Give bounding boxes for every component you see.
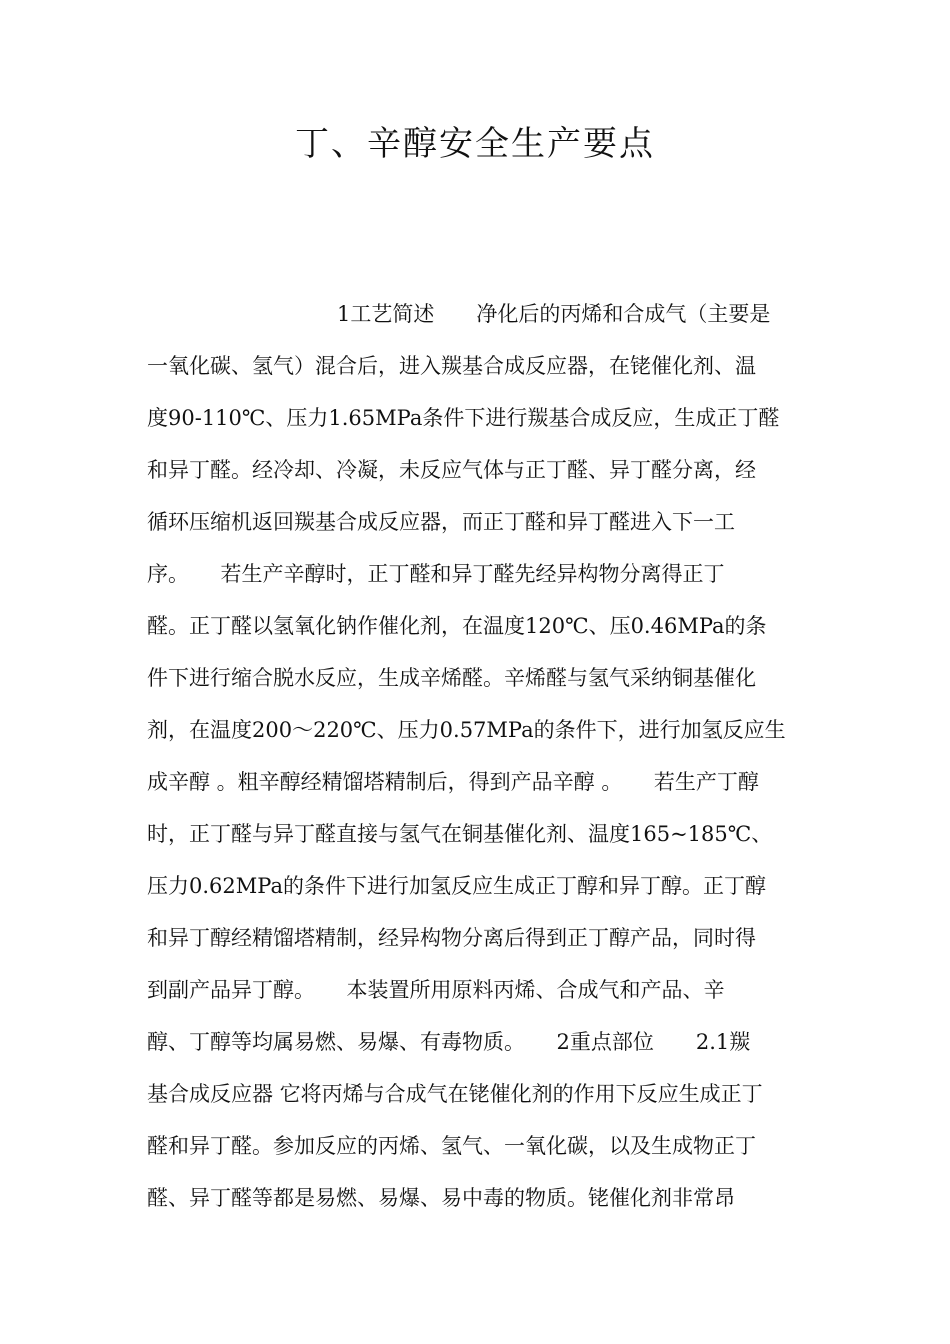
body-line: 醇、丁醇等均属易燃、易爆、有毒物质。 2重点部位 2.1羰 (147, 1030, 751, 1054)
body-line: 度90-110℃、压力1.65MPa条件下进行羰基合成反应，生成正丁醛 (147, 406, 780, 430)
body-line: 压力0.62MPa的条件下进行加氢反应生成正丁醇和异丁醇。正丁醇 (147, 874, 766, 898)
body-line: 成辛醇 。粗辛醇经精馏塔精制后，得到产品辛醇 。 若生产丁醇 (147, 770, 759, 794)
body-line: 1工艺简述 净化后的丙烯和合成气（主要是 (337, 302, 771, 326)
body-line: 和异丁醇经精馏塔精制，经异构物分离后得到正丁醇产品，同时得 (147, 926, 756, 950)
body-line: 循环压缩机返回羰基合成反应器，而正丁醛和异丁醛进入下一工 (147, 510, 735, 534)
body-line: 一氧化碳、氢气）混合后，进入羰基合成反应器，在铑催化剂、温 (147, 354, 756, 378)
body-line: 时，正丁醛与异丁醛直接与氢气在铜基催化剂、温度165~185℃、 (147, 822, 773, 846)
body-line: 件下进行缩合脱水反应，生成辛烯醛。辛烯醛与氢气采纳铜基催化 (147, 666, 756, 690)
body-line: 基合成反应器 它将丙烯与合成气在铑催化剂的作用下反应生成正丁 (147, 1082, 763, 1106)
body-line: 醛、异丁醛等都是易燃、易爆、易中毒的物质。铑催化剂非常昂 (147, 1186, 735, 1210)
body-line: 醛和异丁醛。参加反应的丙烯、氢气、一氧化碳，以及生成物正丁 (147, 1134, 756, 1158)
document-body (147, 288, 812, 1224)
body-line: 和异丁醛。经冷却、冷凝，未反应气体与正丁醛、异丁醛分离，经 (147, 458, 756, 482)
body-line: 序。 若生产辛醇时，正丁醛和异丁醛先经异构物分离得正丁 (147, 562, 725, 586)
document-title: 丁、辛醇安全生产要点 (295, 124, 655, 164)
body-line: 醛。正丁醛以氢氧化钠作催化剂，在温度120℃、压0.46MPa的条 (147, 614, 767, 638)
body-line: 到副产品异丁醇。 本装置所用原料丙烯、合成气和产品、辛 (147, 978, 725, 1002)
body-line: 剂，在温度200～220℃、压力0.57MPa的条件下，进行加氢反应生 (147, 718, 786, 742)
